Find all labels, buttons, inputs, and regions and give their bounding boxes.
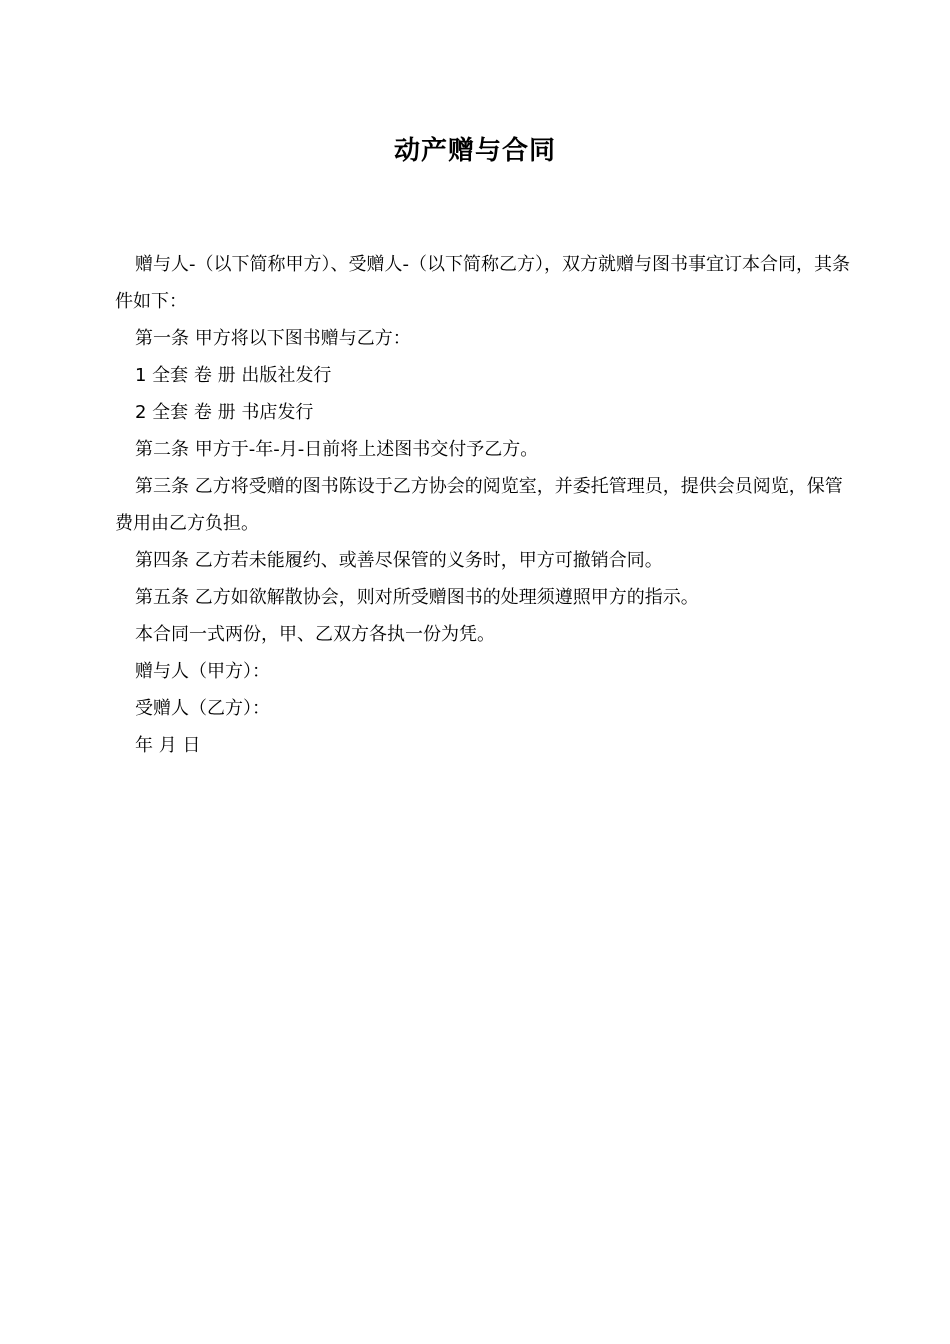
article-2: 第二条 甲方于-年-月-日前将上述图书交付予乙方。 xyxy=(135,439,539,460)
recipient-signature-line: 受赠人（乙方）： xyxy=(135,698,270,719)
donor-signature-line: 赠与人（甲方）： xyxy=(135,661,270,682)
book-item-2: 2 全套 卷 册 书店发行 xyxy=(135,402,314,423)
article-1: 第一条 甲方将以下图书赠与乙方： xyxy=(135,328,411,349)
date-line: 年 月 日 xyxy=(135,735,201,756)
article-5: 第五条 乙方如欲解散协会，则对所受赠图书的处理须遵照甲方的指示。 xyxy=(135,587,699,608)
intro-paragraph: 赠与人-（以下简称甲方）、受赠人-（以下简称乙方），双方就赠与图书事宜订本合同，其条件如下： xyxy=(115,254,850,312)
book-item-1: 1 全套 卷 册 出版社发行 xyxy=(135,365,332,386)
document-title: 动产赠与合同 xyxy=(393,136,556,166)
copies-clause: 本合同一式两份，甲、乙双方各执一份为凭。 xyxy=(135,624,495,645)
document-body xyxy=(115,246,850,764)
article-3: 第三条 乙方将受赠的图书陈设于乙方协会的阅览室，并委托管理员，提供会员阅览，保管费用由乙方负担。 xyxy=(115,476,843,534)
article-4: 第四条 乙方若未能履约、或善尽保管的义务时，甲方可撤销合同。 xyxy=(135,550,663,571)
